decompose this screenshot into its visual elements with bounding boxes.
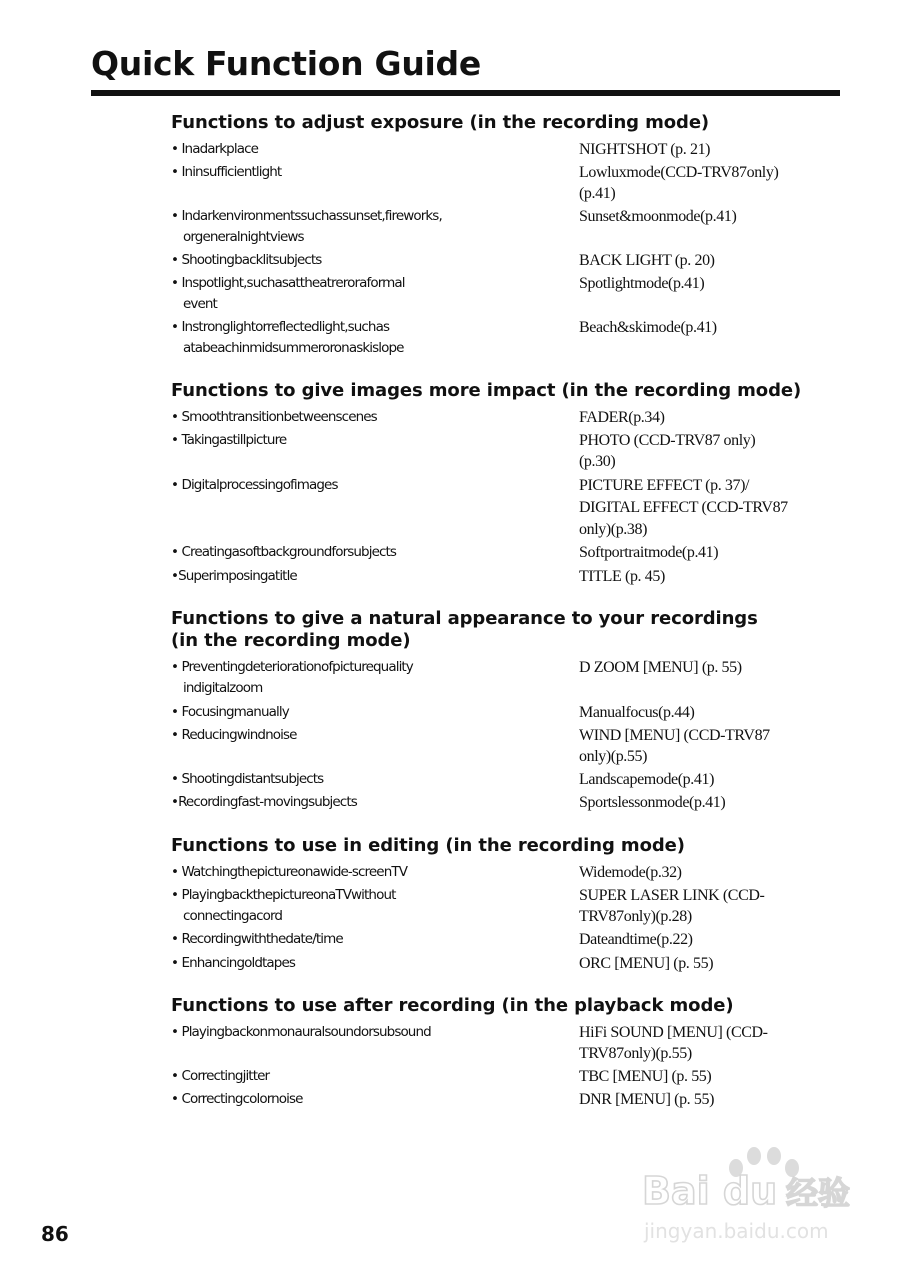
section-heading-natural: Functions to give a natural appearance to your recordings (in the recording mode) [171, 608, 758, 651]
function-ref: Lowluxmode(CCD-TRV87only) (p.41) [579, 164, 779, 202]
situation-text: •Superimposingatitle [171, 568, 297, 584]
function-ref: Manualfocus(p.44) [579, 704, 695, 721]
function-ref: TITLE (p. 45) [579, 568, 665, 585]
situation-text: • Focusingmanually [171, 704, 289, 720]
situation-text: • Takingastillpicture [171, 432, 287, 448]
watermark-url: jingyan.baidu.com [644, 1219, 829, 1243]
function-ref: DNR [MENU] (p. 55) [579, 1091, 715, 1108]
situation-text: • Ininsufficientlight [171, 164, 282, 180]
situation-text: • Preventingdeteriorationofpicturequality indigitalzoom [171, 659, 413, 696]
function-ref: Dateandtime(p.22) [579, 931, 693, 948]
situation-text: • Inadarkplace [171, 141, 258, 157]
situation-text: • Instronglightorreflectedlight,suchas atabeachinmidsummeroronaskislope [171, 319, 404, 356]
situation-text: • Digitalprocessingofimages [171, 477, 338, 493]
watermark-jingyan: 经验 [786, 1174, 851, 1212]
situation-text: • Smoothtransitionbetweenscenes [171, 409, 377, 425]
function-ref: NIGHTSHOT (p. 21) [579, 141, 711, 158]
page-title: Quick Function Guide [91, 44, 481, 83]
function-ref: Sunset&moonmode(p.41) [579, 208, 737, 225]
situation-text: • Enhancingoldtapes [171, 955, 295, 971]
function-ref: SUPER LASER LINK (CCD- TRV87only)(p.28) [579, 887, 765, 925]
watermark-brand: Bai du [642, 1169, 778, 1213]
title-rule [91, 90, 840, 96]
situation-text: • Reducingwindnoise [171, 727, 297, 743]
situation-text: • Indarkenvironmentssuchassunset,fireworks, orgeneralnightviews [171, 208, 442, 245]
situation-text: •Recordingfast-movingsubjects [171, 794, 357, 810]
situation-text: • Playingbackonmonauralsoundorsubsound [171, 1024, 431, 1040]
section-heading-playback: Functions to use after recording (in the playback mode) [171, 995, 734, 1016]
situation-text: • Correctingcolornoise [171, 1091, 303, 1107]
function-ref: Widemode(p.32) [579, 864, 682, 881]
function-ref: WIND [MENU] (CCD-TRV87 only)(p.55) [579, 727, 770, 765]
function-ref: PICTURE EFFECT (p. 37)/ DIGITAL EFFECT (CCD-TRV87 only)(p.38) [579, 477, 788, 538]
function-ref: Softportraitmode(p.41) [579, 544, 719, 561]
function-ref: Landscapemode(p.41) [579, 771, 715, 788]
situation-text: • Watchingthepictureonawide-screenTV [171, 864, 408, 880]
situation-text: • Creatingasoftbackgroundforsubjects [171, 544, 397, 560]
function-ref: FADER(p.34) [579, 409, 665, 426]
situation-text: • Shootingdistantsubjects [171, 771, 324, 787]
function-ref: Spotlightmode(p.41) [579, 275, 705, 292]
situation-text: • PlayingbackthepictureonaTVwithout connectingacord [171, 887, 396, 924]
function-ref: PHOTO (CCD-TRV87 only) (p.30) [579, 432, 756, 470]
situation-text: • Correctingjitter [171, 1068, 270, 1084]
situation-text: • Recordingwiththedate/time [171, 931, 343, 947]
section-heading-editing: Functions to use in editing (in the recording mode) [171, 835, 685, 856]
section-heading-impact: Functions to give images more impact (in the recording mode) [171, 380, 802, 401]
function-ref: HiFi SOUND [MENU] (CCD- TRV87only)(p.55) [579, 1024, 768, 1062]
situation-text: • Inspotlight,suchasattheatreroraformal event [171, 275, 405, 312]
function-ref: Beach&skimode(p.41) [579, 319, 717, 336]
function-ref: D ZOOM [MENU] (p. 55) [579, 659, 742, 676]
page-number: 86 [41, 1222, 69, 1246]
baidu-watermark [638, 1142, 878, 1272]
situation-text: • Shootingbacklitsubjects [171, 252, 322, 268]
function-ref: TBC [MENU] (p. 55) [579, 1068, 712, 1085]
section-heading-exposure: Functions to adjust exposure (in the recording mode) [171, 112, 710, 133]
function-ref: Sportslessonmode(p.41) [579, 794, 726, 811]
function-ref: BACK LIGHT (p. 20) [579, 252, 715, 269]
function-ref: ORC [MENU] (p. 55) [579, 955, 714, 972]
